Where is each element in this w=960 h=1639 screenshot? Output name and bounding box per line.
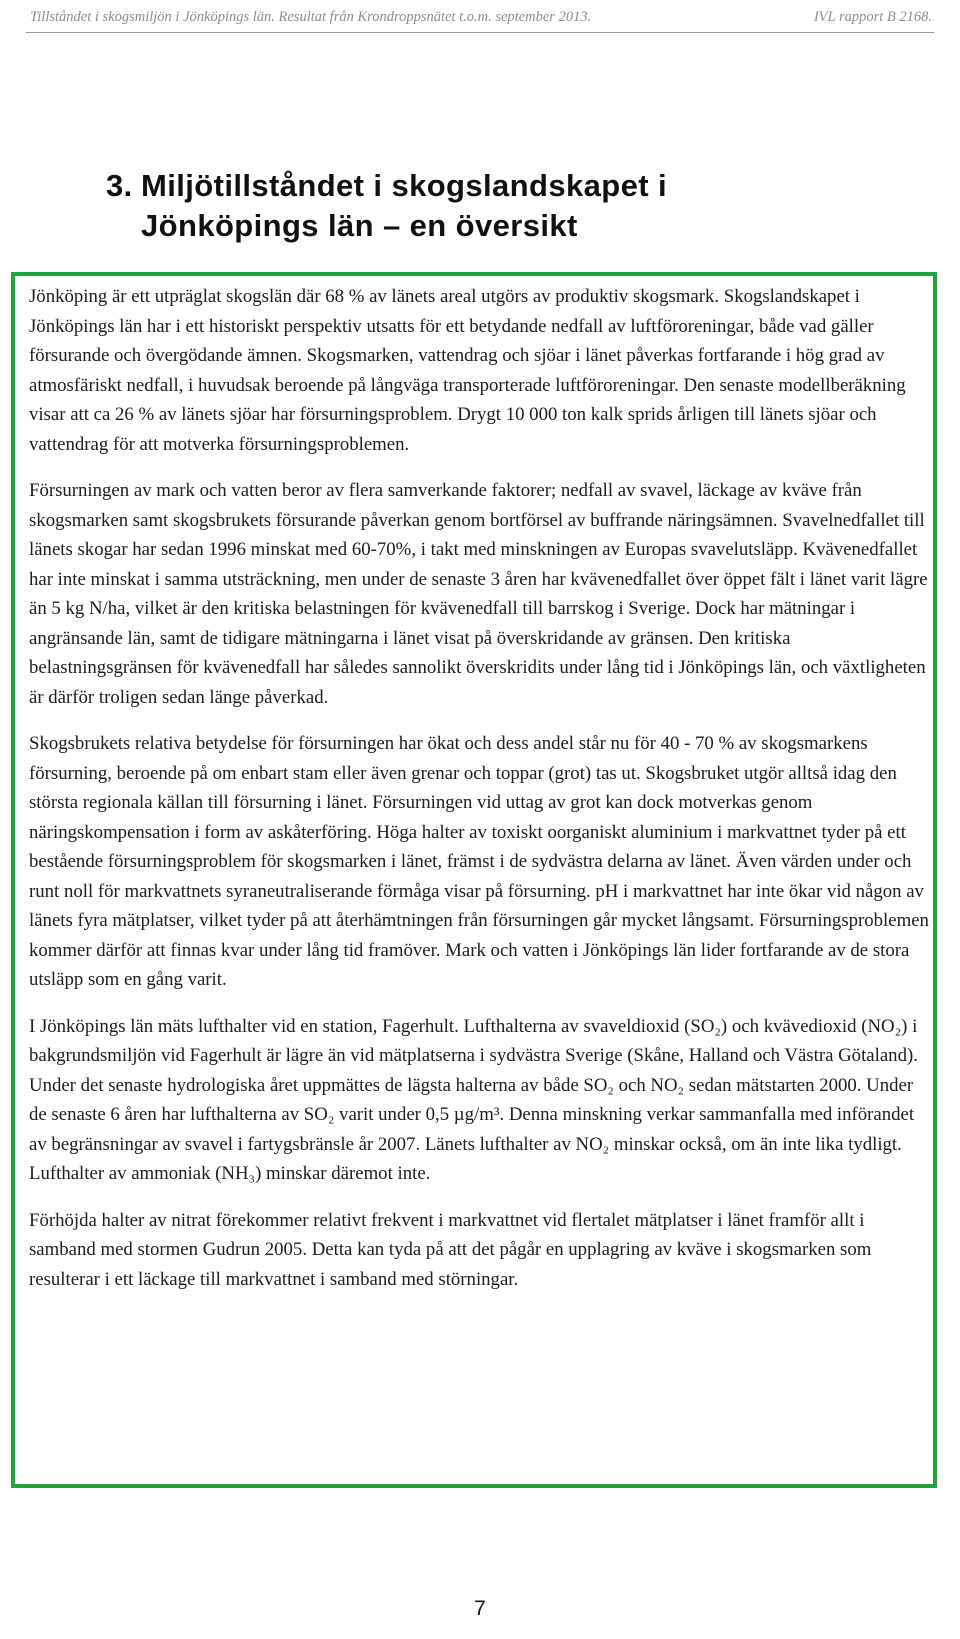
page-number: 7 [474,1597,486,1620]
header-report-number: IVL rapport B 2168. [813,9,932,25]
header-report-title: Tillståndet i skogsmiljön i Jönköpings län. Resultat från Krondroppsnätet t.o.m. september 2013. [30,9,592,25]
running-header [26,8,934,33]
chapter-number: 3. [106,168,133,203]
paragraph-acidification-causes: Försurningen av mark och vatten beror av flera samverkande faktorer; nedfall av svavel, läckage av kväve från skogsmarken samt skogsbrukets försurande påverkan genom bortförsel av buffrande näringsämnen. Svavelnedfallet till länets skogar har sedan 1996 minskat med 60-70%, i takt med minskningen av Europas svavelutsläpp. Kvävenedfallet har inte minskat i samma utsträckning, men under de senaste 3 åren har kvävenedfallet över öppet fält i länet varit lägre än 5 kg N/ha, vilket är den kritiska belastningen för kvävenedfall till barrskog i Sverige. Dock har mätningar i angränsande län, samt de tidigare mätningarna i länet visat på överskridande av gränsen. Den kritiska belastningsgränsen för kvävenedfall har således sannolikt överskridits under lång tid i Jönköpings län, och växtligheten är därför troligen sedan länge påverkad. [29,480,928,708]
paragraph-forestry-impact: Skogsbrukets relativa betydelse för försurningen har ökat och dess andel står nu för 40 - 70 % av skogsmarkens försurning, beroende på om enbart stam eller även grenar och toppar (grot) tas ut. Skogsbruket utgör alltså idag den största regionala källan till försurning i länet. Försurningen vid uttag av grot kan dock motverkas genom näringskompensation i form av askåterföring. Höga halter av toxiskt oorganiskt aluminium i markvattnet tyder på ett bestående försurningsproblem för skogsmarken i länet, främst i de sydvästra delarna av länet. Även värden under och runt noll för markvattnets syraneutraliserande förmåga visar på försurning. pH i markvattnet har inte ökar vid någon av länets fyra mätplatser, vilket tyder på att återhämtningen från försurningen går mycket långsamt. Försurningsproblemen kommer därför att finnas kvar under lång tid framöver. Mark och vatten i Jönköpings län lider fortfarande av de stora utsläpp som en gång varit. [29,733,929,990]
chapter-heading [106,166,866,246]
paragraph-nitrate: Förhöjda halter av nitrat förekommer relativt frekvent i markvattnet vid flertalet mätplatser i länet framför allt i samband med stormen Gudrun 2005. Detta kan tyda på att det pågår en upplagring av kväve i skogsmarken som resulterar i ett läckage till markvattnet i samband med störningar. [29,1209,872,1290]
summary-box [11,272,937,1488]
chapter-title: Miljötillståndet i skogslandskapet i Jönköpings län – en översikt [141,168,668,243]
paragraph-overview: Jönköping är ett utpräglat skogslän där 68 % av länets areal utgörs av produktiv skogsmark. Skogslandskapet i Jönköpings län har i ett historiskt perspektiv utsatts för ett betydande nedfall av luftföroreningar, både vad gäller försurande och övergödande ämnen. Skogsmarken, vattendrag och sjöar i länet påverkas fortfarande i hög grad av atmosfäriskt nedfall, i huvudsak beroende på långväga transporterade luftföroreningar. Den senaste modellberäkning visar att ca 26 % av länets sjöar har försurningsproblem. Drygt 10 000 ton kalk sprids årligen till länets sjöar och vattendrag för att motverka försurningsproblemen. [29,286,906,455]
paragraph-air-concentrations: I Jönköpings län mäts lufthalter vid en station, Fagerhult. Lufthalterna av svaveldioxid (SO₂) och kvävedioxid (NO₂) i bakgrundsmiljön vid Fagerhult är lägre än vid mätplatserna i sydvästra Sverige (Skåne, Halland och Västra Götaland). Under det senaste hydrologiska året uppmättes de lägsta halterna av både SO₂ och NO₂ sedan mätstarten 2000. Under de senaste 6 åren har lufthalterna av SO₂ varit under 0,5 µg/m³. Denna minskning verkar sammanfalla med införandet av begränsningar av svavel i fartygsbränsle år 2007. Länets lufthalter av NO₂ minskar också, om än inte lika tydligt. Lufthalter av ammoniak (NH₃) minskar däremot inte. [29,1015,918,1184]
summary-text [29,282,929,1311]
